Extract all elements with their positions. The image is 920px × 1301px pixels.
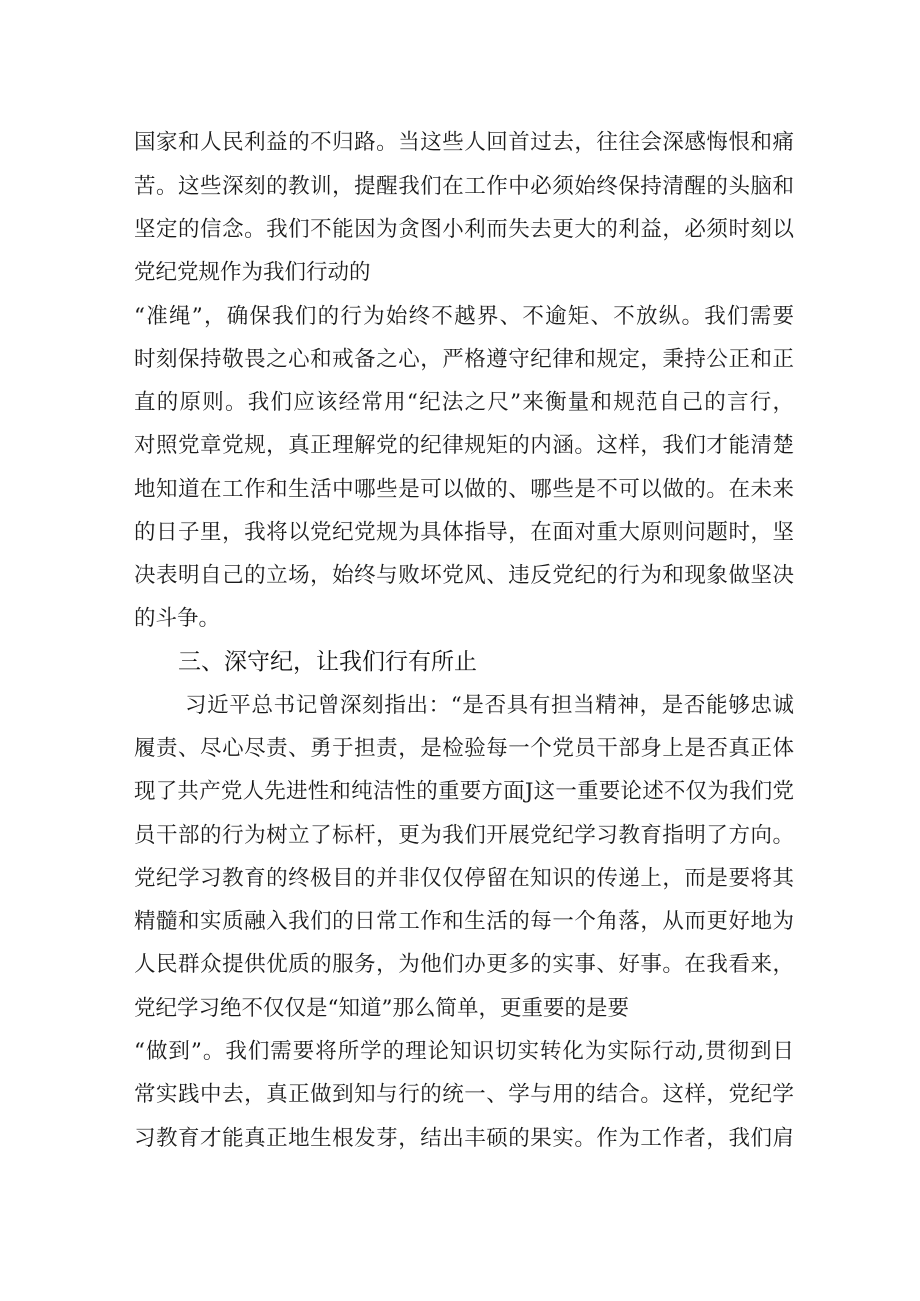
paragraph-line: 地知道在工作和生活中哪些是可以做的、哪些是不可以做的。在未来 xyxy=(134,477,794,502)
paragraph-line: “做到”。我们需要将所学的理论知识切实转化为实际行动,贯彻到日 xyxy=(134,1039,794,1064)
paragraph-line: 的日子里，我将以党纪党规为具体指导，在面对重大原则问题时，坚 xyxy=(134,520,794,545)
paragraph-line: “准绳”，确保我们的行为始终不越界、不逾矩、不放纵。我们需要 xyxy=(134,304,794,329)
paragraph-line: 习近平总书记曾深刻指出：“是否具有担当精神，是否能够忠诚 xyxy=(185,693,794,718)
paragraph-line: 履责、尽心尽责、勇于担责，是检验每一个党员干部身上是否真正体 xyxy=(134,736,794,761)
paragraph-line: 的斗争。 xyxy=(134,606,221,631)
paragraph-line: 现了共产党人先进性和纯洁性的重要方面J这一重要论述不仅为我们党 xyxy=(134,779,794,804)
section-heading: 三、深守纪，让我们行有所止 xyxy=(178,649,477,675)
paragraph-line: 党纪学习绝不仅仅是“知道”那么简单，更重要的是要 xyxy=(134,996,629,1021)
paragraph-line: 苦。这些深刻的教训，提醒我们在工作中必须始终保持清醒的头脑和 xyxy=(134,174,794,199)
paragraph-line: 人民群众提供优质的服务，为他们办更多的实事、好事。在我看来， xyxy=(134,952,794,977)
paragraph-line: 坚定的信念。我们不能因为贪图小利而失去更大的利益，必须时刻以 xyxy=(134,217,794,242)
paragraph-line: 党纪学习教育的终极目的并非仅仅停留在知识的传递上，而是要将其 xyxy=(134,866,794,891)
paragraph-line: 党纪党规作为我们行动的 xyxy=(134,260,371,285)
paragraph-line: 决表明自己的立场，始终与败坏党风、违反党纪的行为和现象做坚决 xyxy=(134,563,794,588)
paragraph-line: 直的原则。我们应该经常用“纪法之尺”来衡量和规范自己的言行， xyxy=(134,390,794,415)
paragraph-line: 精髓和实质融入我们的日常工作和生活的每一个角落，从而更好地为 xyxy=(134,909,794,934)
paragraph-line: 时刻保持敬畏之心和戒备之心，严格遵守纪律和规定，秉持公正和正 xyxy=(134,347,794,372)
paragraph-line: 国家和人民利益的不归路。当这些人回首过去，往往会深感悔恨和痛 xyxy=(134,130,794,155)
paragraph-line: 常实践中去，真正做到知与行的统一、学与用的结合。这样，党纪学 xyxy=(134,1082,794,1107)
paragraph-line: 对照党章党规，真正理解党的纪律规矩的内涵。这样，我们才能清楚 xyxy=(134,433,794,458)
paragraph-line: 习教育才能真正地生根发芽，结出丰硕的果实。作为工作者，我们肩 xyxy=(134,1126,794,1151)
paragraph-line: 员干部的行为树立了标杆，更为我们开展党纪学习教育指明了方向。 xyxy=(134,823,794,848)
